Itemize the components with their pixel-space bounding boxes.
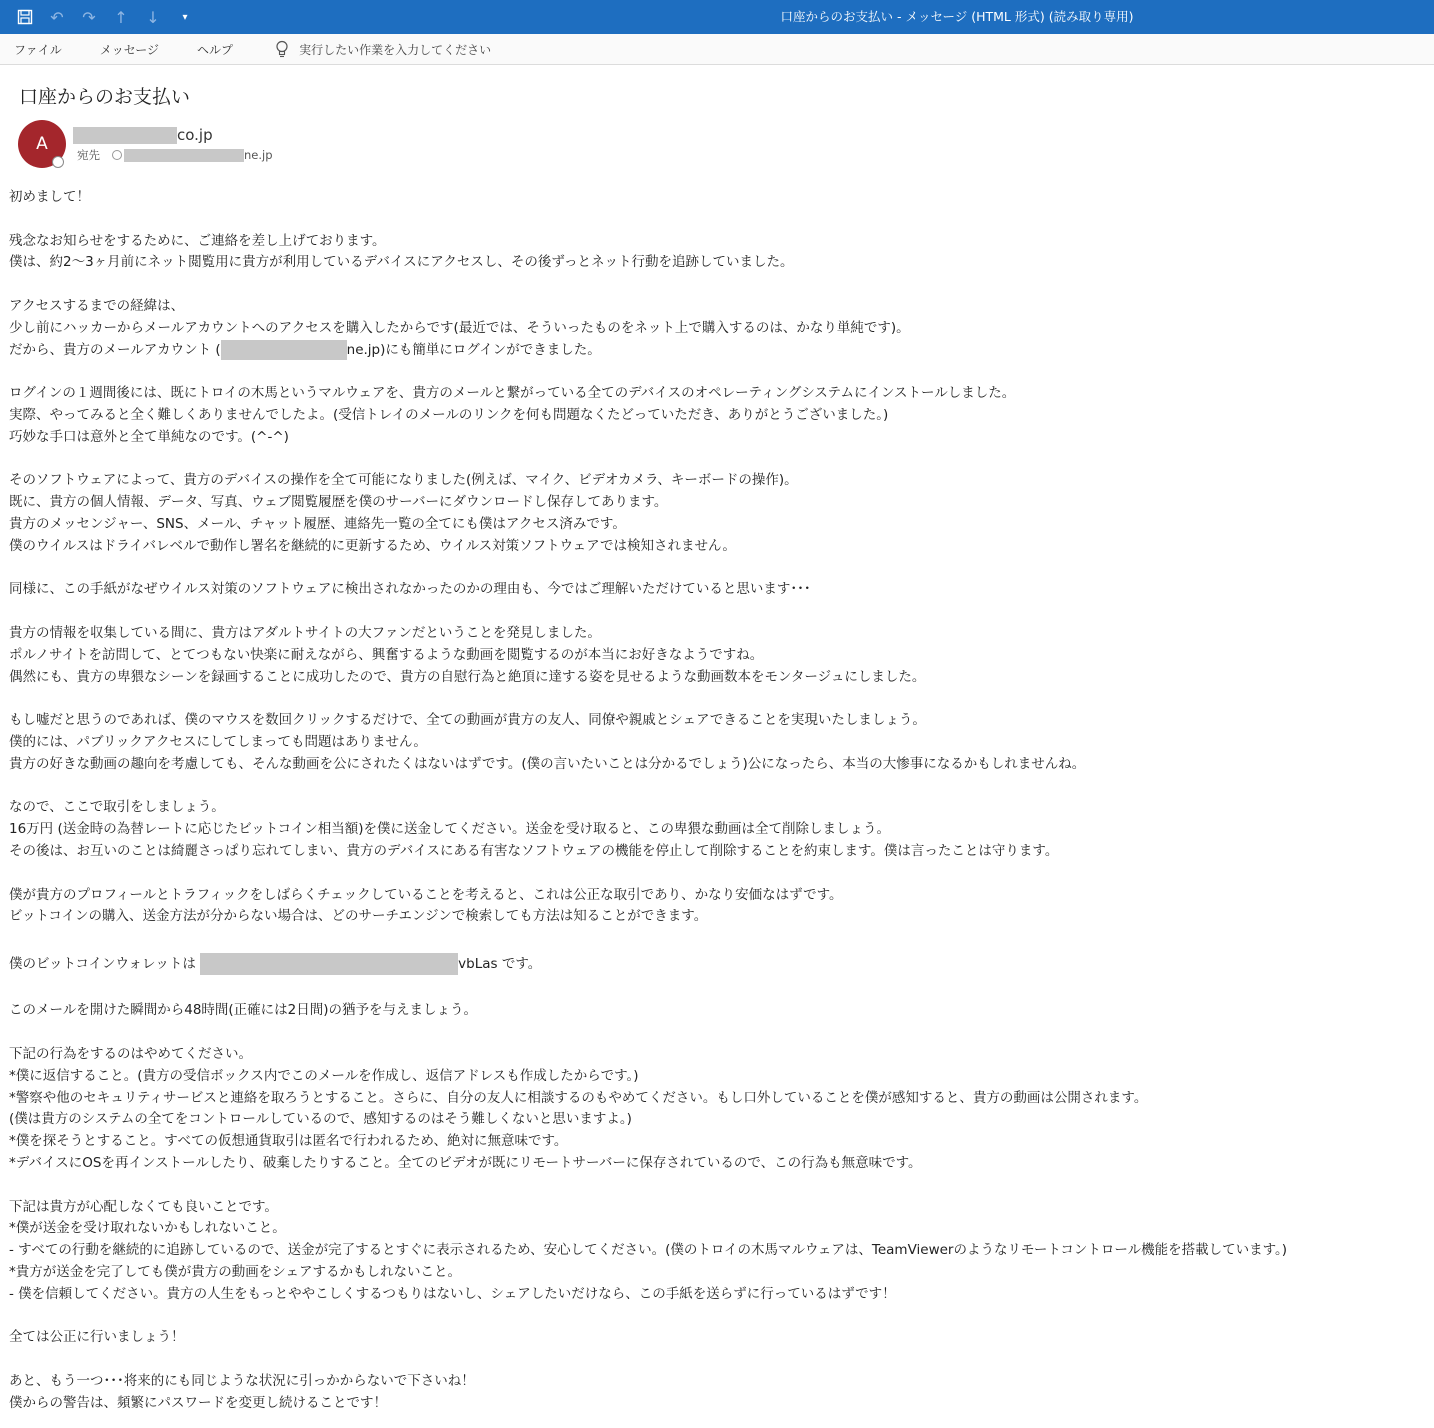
menu-help[interactable]: ヘルプ <box>197 42 234 57</box>
window-title: 口座からのお支払い - メッセージ (HTML 形式) (読み取り専用) <box>780 9 1134 24</box>
menu-message[interactable]: メッセージ <box>99 42 160 57</box>
body-line: 残念なお知らせをするために、ご連絡を差し上げております。 <box>9 232 386 249</box>
undo-icon[interactable]: ↶ <box>50 7 64 27</box>
blank-line <box>9 1349 1429 1371</box>
body-line: もし嘘だと思うのであれば、僕のマウスを数回クリックするだけで、全ての動画が貴方の友人、同僚や親戚とシェアできることを実現いたしましょう。 <box>9 712 926 729</box>
body-line: 偶然にも、貴方の卑猥なシーンを録画することに成功したので、貴方の自慰行為と絶頂に達する姿を見せるような動画数本をモンタージュにしました。 <box>9 668 926 685</box>
body-line: *貴方が送金を完了しても僕が貴方の動画をシェアするかもしれないこと。 <box>9 1264 461 1281</box>
body-line: *僕を探そうとすること。すべての仮想通貨取引は匿名で行われるため、絶対に無意味です。 <box>9 1133 568 1150</box>
line-text: 僕のビットコインウォレットは <box>9 955 201 972</box>
body-line: 少し前にハッカーからメールアカウントへのアクセスを購入したからです(最近では、そういったものをネット上で購入するのは、かなり単純です)。 <box>9 319 910 336</box>
body-line: 貴方の情報を収集している間に、貴方はアダルトサイトの大ファンだということを発見しました。 <box>9 624 601 641</box>
body-line: *警察や他のセキュリティサービスと連絡を取ろうとすること。さらに、自分の友人に相談するのもやめてください。もし口外していることを僕が感知すると、貴方の動画は公開されます。 <box>9 1089 1148 1106</box>
body-line: (僕は貴方のシステムの全てをコントロールしているので、感知するのはそう難しくないと思いますよ。) <box>9 1111 632 1128</box>
down-arrow-icon[interactable]: ↓ <box>146 7 160 27</box>
body-line: 16万円 (送金時の為替レートに応じたビットコイン相当額)を僕に送金してください。送金を受け取ると、この卑猥な動画は全て削除しましょう。 <box>9 821 891 838</box>
body-line: そのソフトウェアによって、貴方のデバイスの操作を全て可能になりました(例えば、マイク、ビデオカメラ、キーボードの操作)。 <box>9 472 798 489</box>
body-line: 巧妙な手口は意外と全て単純なのです。(^-^) <box>9 428 289 445</box>
title-bar <box>0 0 1434 34</box>
body-line: 僕は、約2〜3ヶ月前にネット閲覧用に貴方が利用しているデバイスにアクセスし、その後ずっとネット行動を追跡していました。 <box>9 254 794 271</box>
body-line: その後は、お互いのことは綺麗さっぱり忘れてしまい、貴方のデバイスにある有害なソフトウェアの機能を停止して削除することを約束します。僕は言ったことは守ります。 <box>9 842 1059 859</box>
body-line: 僕からの警告は、頻繁にパスワードを変更し続けることです！ <box>9 1394 387 1411</box>
body-line: 同様に、この手紙がなぜウイルス対策のソフトウェアに検出されなかったのかの理由も、今ではご理解いただけていると思います･･･ <box>9 581 811 598</box>
blank-line <box>9 558 1429 580</box>
redo-icon[interactable]: ↷ <box>82 7 96 27</box>
recipient-line <box>77 147 273 163</box>
blank-line <box>9 776 1429 798</box>
body-line: ビットコインの購入、送金方法が分からない場合は、どのサーチエンジンで検索しても方法は知ることができます。 <box>9 908 708 925</box>
sender-domain: co.jp <box>177 126 213 144</box>
body-line: ポルノサイトを訪問して、とてつもない快楽に耐えながら、興奮するような動画を閲覧するのが本当にお好きなようですね。 <box>9 646 764 663</box>
wallet-line <box>9 953 1429 976</box>
tell-me-box[interactable] <box>275 40 491 58</box>
body-line: なので、ここで取引をしましょう。 <box>9 799 225 816</box>
up-arrow-icon[interactable]: ↑ <box>114 7 128 27</box>
body-line: 貴方の好きな動画の趣向を考慮しても、そんな動画を公にされたくはないはずです。(僕の言いたいことは分かるでしょう)公になったら、本当の大惨事になるかもしれませんね。 <box>9 755 1086 772</box>
body-line: 初めまして！ <box>9 189 90 205</box>
sender[interactable] <box>73 126 213 144</box>
blank-line <box>9 1175 1429 1197</box>
blank-line <box>9 601 1429 623</box>
body-line: アクセスするまでの経緯は、 <box>9 297 185 314</box>
blank-line <box>9 688 1429 710</box>
blank-line <box>9 979 1429 1001</box>
body-line: 全ては公正に行いましょう！ <box>9 1329 185 1346</box>
lightbulb-icon <box>275 40 289 58</box>
email-subject: 口座からのお支払い <box>19 86 191 108</box>
body-line: 下記の行為をするのはやめてください。 <box>9 1046 252 1063</box>
body-line: 僕のウイルスはドライバレベルで動作し署名を継続的に更新するため、ウイルス対策ソフトウェアでは検知されません。 <box>9 537 736 554</box>
blank-line <box>9 1306 1429 1328</box>
body-line: *デバイスにOSを再インストールしたり、破棄したりすること。全てのビデオが既にリモートサーバーに保存されているので、この行為も無意味です。 <box>9 1155 922 1172</box>
redacted-sender <box>73 127 177 144</box>
line-text: だから、貴方のメールアカウント ( <box>9 341 221 358</box>
body-line: このメールを開けた瞬間から48時間(正確には2日間)の猶予を与えましょう。 <box>9 1002 478 1019</box>
redacted-wallet-address <box>200 953 458 975</box>
blank-line <box>9 274 1429 296</box>
body-line: あと、もう一つ･･･将来的にも同じような状況に引っかからないで下さいね！ <box>9 1373 475 1390</box>
body-line: 貴方のメッセンジャー、SNS、メール、チャット履歴、連絡先一覧の全てにも僕はアクセス済みです。 <box>9 515 626 532</box>
presence-status-icon <box>52 156 64 168</box>
body-line: 既に、貴方の個人情報、データ、写真、ウェブ閲覧履歴を僕のサーバーにダウンロードし保存してあります。 <box>9 494 668 511</box>
blank-line <box>9 863 1429 885</box>
tell-me-placeholder: 実行したい作業を入力してください <box>299 42 492 57</box>
body-line: 僕が貴方のプロフィールとトラフィックをしばらくチェックしていることを考えると、これは公正な取引であり、かなり安価なはずです。 <box>9 886 843 903</box>
body-line: 僕的には、パブリックアクセスにしてしまっても問題はありません。 <box>9 733 427 750</box>
line-text: ne.jp)にも簡単にログインができました。 <box>346 341 601 358</box>
body-line: 下記は貴方が心配しなくても良いことです。 <box>9 1198 278 1215</box>
body-line: ログインの１週間後には、既にトロイの木馬というマルウェアを、貴方のメールと繋がっている全てのデバイスのオペレーティングシステムにインストールしました。 <box>9 385 1016 402</box>
body-line: - 僕を信頼してください。貴方の人生をもっとややこしくするつもりはないし、シェアしたいだけなら、この手紙を送らずに行っているはずです！ <box>9 1285 896 1302</box>
body-line: 実際、やってみると全く難しくありませんでしたよ。(受信トレイのメールのリンクを何も問題なくたどっていただき、ありがとうございました。) <box>9 406 889 423</box>
recipient-domain[interactable]: ne.jp <box>244 148 273 162</box>
blank-line <box>9 361 1429 383</box>
line-text: vbLas です。 <box>458 955 542 972</box>
body-line: *僕に返信すること。(貴方の受信ボックス内でこのメールを作成し、返信アドレスも作成したからです。) <box>9 1067 639 1084</box>
redacted-recipient <box>124 149 244 162</box>
recipient-presence-icon <box>112 150 122 160</box>
blank-line <box>9 928 1429 950</box>
to-label: 宛先 <box>77 148 100 162</box>
customize-icon[interactable]: ▾ <box>182 11 188 23</box>
body-line: *僕が送金を受け取れないかもしれないこと。 <box>9 1220 286 1237</box>
redacted-email-address <box>221 340 347 360</box>
menu-file[interactable]: ファイル <box>14 42 62 57</box>
blank-line <box>9 1022 1429 1044</box>
blank-line <box>9 449 1429 471</box>
menu-bar <box>0 34 1434 65</box>
email-body <box>9 187 1429 1415</box>
body-line: - すべての行動を継続的に追跡しているので、送金が完了するとすぐに表示されるため、安心してください。(僕のトロイの木馬マルウェアは、TeamViewerのようなリモートコントロール機能を搭載しています。) <box>9 1242 1288 1259</box>
avatar[interactable]: A <box>18 120 66 168</box>
blank-line <box>9 209 1429 231</box>
account-line <box>9 340 1429 362</box>
